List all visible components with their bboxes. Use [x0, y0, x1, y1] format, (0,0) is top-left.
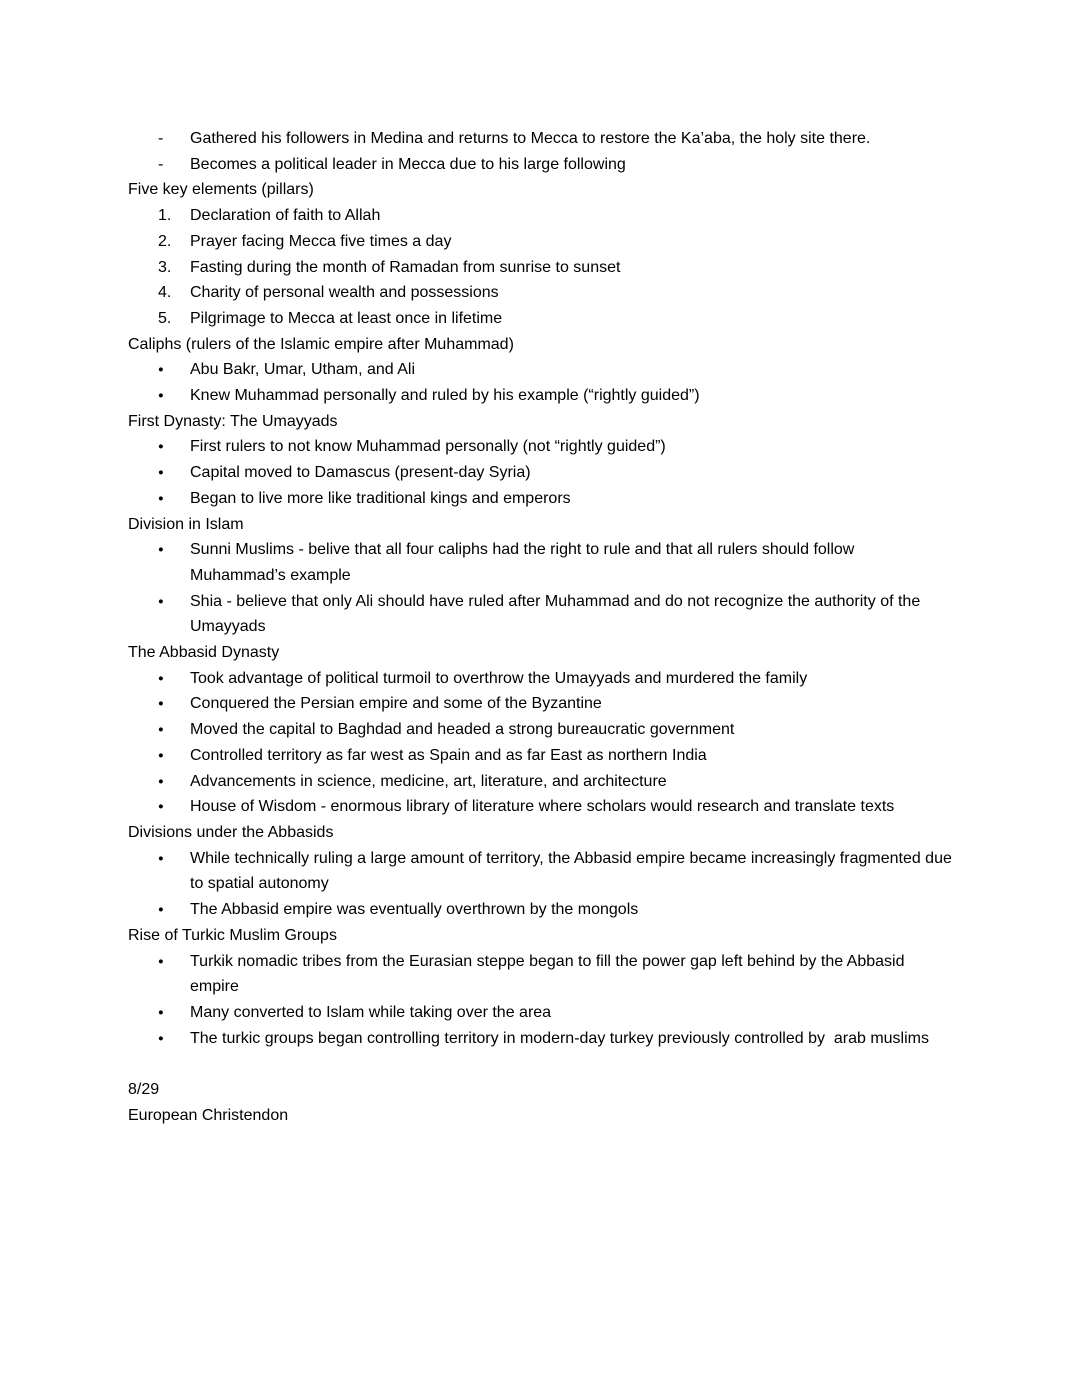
section-heading — [128, 332, 952, 358]
line-text: Pilgrimage to Mecca at least once in lifetime — [190, 309, 503, 327]
document-line — [128, 434, 952, 460]
bullet-marker: ● — [158, 672, 164, 684]
line-text: Began to live more like traditional kings and emperors — [190, 489, 571, 507]
document-line — [128, 126, 952, 152]
line-text: Controlled territory as far west as Spain and as far East as northern India — [190, 746, 707, 764]
bullet-marker: ● — [158, 1006, 164, 1018]
bullet-marker: ● — [158, 801, 164, 813]
blank-line — [128, 1051, 952, 1077]
document-line — [128, 717, 952, 743]
line-text: First rulers to not know Muhammad personally (not “rightly guided”) — [190, 438, 666, 456]
line-text: Charity of personal wealth and possessions — [190, 284, 499, 302]
line-text: Declaration of faith to Allah — [190, 207, 381, 225]
line-text: Took advantage of political turmoil to overthrow the Umayyads and murdered the family — [190, 669, 808, 687]
section-heading — [128, 409, 952, 435]
document-line — [128, 255, 952, 281]
bullet-marker: ● — [158, 724, 164, 736]
line-text: Gathered his followers in Medina and returns to Mecca to restore the Ka’aba, the holy site there. — [190, 130, 871, 147]
bullet-marker: ● — [158, 441, 164, 453]
bullet-marker: ● — [158, 955, 164, 967]
line-text: Advancements in science, medicine, art, literature, and architecture — [190, 772, 667, 790]
section-heading — [128, 640, 952, 666]
bullet-marker: ● — [158, 775, 164, 787]
line-text: Capital moved to Damascus (present-day Syria) — [190, 464, 531, 482]
line-text: European Christendon — [128, 1106, 289, 1124]
line-text: House of Wisdom - enormous library of literature where scholars would research and translate texts — [190, 798, 895, 816]
dash-marker: - — [158, 155, 164, 173]
bullet-marker: ● — [158, 698, 164, 710]
bullet-marker: ● — [158, 492, 164, 504]
bullet-marker: ● — [158, 467, 164, 479]
document-line — [128, 794, 952, 820]
line-text: First Dynasty: The Umayyads — [128, 412, 338, 430]
line-text: Division in Islam — [128, 515, 244, 533]
section-heading — [128, 177, 952, 203]
line-text: The turkic groups began controlling territory in modern-day turkey previously controlled by arab muslims — [190, 1029, 929, 1047]
document-line — [128, 1000, 952, 1026]
bullet-marker: ● — [158, 749, 164, 761]
bullet-marker: ● — [158, 595, 164, 607]
document-line — [128, 306, 952, 332]
line-text: Moved the capital to Baghdad and headed a strong bureaucratic government — [190, 721, 735, 739]
bullet-marker: ● — [158, 544, 164, 556]
document-line — [128, 203, 952, 229]
line-text: Abu Bakr, Umar, Utham, and Ali — [190, 361, 415, 379]
bullet-marker: ● — [158, 390, 164, 402]
document-line — [128, 666, 952, 692]
line-text: Turkik nomadic tribes from the Eurasian steppe began to fill the power gap left behind by the Abbasid empire — [190, 952, 909, 996]
document-line — [128, 846, 957, 897]
numbered-marker: 2. — [158, 232, 172, 250]
section-heading — [128, 923, 952, 949]
document-line — [128, 589, 952, 640]
document-line — [128, 949, 952, 1000]
bullet-marker: ● — [158, 1032, 164, 1044]
line-text: The Abbasid Dynasty — [128, 644, 280, 662]
document-line — [128, 691, 952, 717]
document-line — [128, 357, 952, 383]
line-text: Becomes a political leader in Mecca due to his large following — [190, 155, 626, 173]
document-line — [128, 743, 952, 769]
line-text: Divisions under the Abbasids — [128, 823, 334, 841]
section-heading — [128, 820, 952, 846]
line-text: Caliphs (rulers of the Islamic empire after Muhammad) — [128, 335, 514, 353]
document-line — [128, 769, 952, 795]
line-text: Knew Muhammad personally and ruled by his example (“rightly guided”) — [190, 387, 700, 405]
date-line — [128, 1077, 952, 1103]
section-heading — [128, 512, 952, 538]
line-text: Many converted to Islam while taking over the area — [190, 1003, 552, 1021]
document-line — [128, 486, 952, 512]
line-text: Shia - believe that only Ali should have ruled after Muhammad and do not recognize the authority of the Umayyads — [190, 592, 925, 636]
line-text: Five key elements (pillars) — [128, 181, 314, 199]
numbered-marker: 4. — [158, 284, 172, 302]
numbered-marker: 1. — [158, 207, 172, 225]
line-text: Fasting during the month of Ramadan from sunrise to sunset — [190, 258, 621, 276]
bullet-marker: ● — [158, 852, 164, 864]
line-text: Prayer facing Mecca five times a day — [190, 232, 452, 250]
line-text: 8/29 — [128, 1081, 160, 1098]
document-line — [128, 897, 952, 923]
bullet-marker: ● — [158, 364, 164, 376]
document-line — [128, 229, 952, 255]
document-line — [128, 280, 952, 306]
bullet-marker: ● — [158, 904, 164, 916]
document-line — [128, 537, 952, 588]
document-line — [128, 460, 952, 486]
line-text: While technically ruling a large amount of territory, the Abbasid empire became increasingly fragmented due to spatial autonomy — [190, 849, 957, 893]
line-text: Rise of Turkic Muslim Groups — [128, 926, 337, 944]
dash-marker: - — [158, 130, 164, 147]
document-line — [128, 1026, 952, 1052]
line-text: The Abbasid empire was eventually overthrown by the mongols — [190, 901, 639, 919]
numbered-marker: 3. — [158, 258, 172, 276]
line-text: Sunni Muslims - belive that all four caliphs had the right to rule and that all rulers should follow Muhammad’s example — [190, 541, 859, 584]
line-text: Conquered the Persian empire and some of the Byzantine — [190, 695, 602, 713]
document-line — [128, 383, 952, 409]
topic-line — [128, 1103, 952, 1129]
numbered-marker: 5. — [158, 309, 172, 327]
document-line — [128, 152, 952, 178]
